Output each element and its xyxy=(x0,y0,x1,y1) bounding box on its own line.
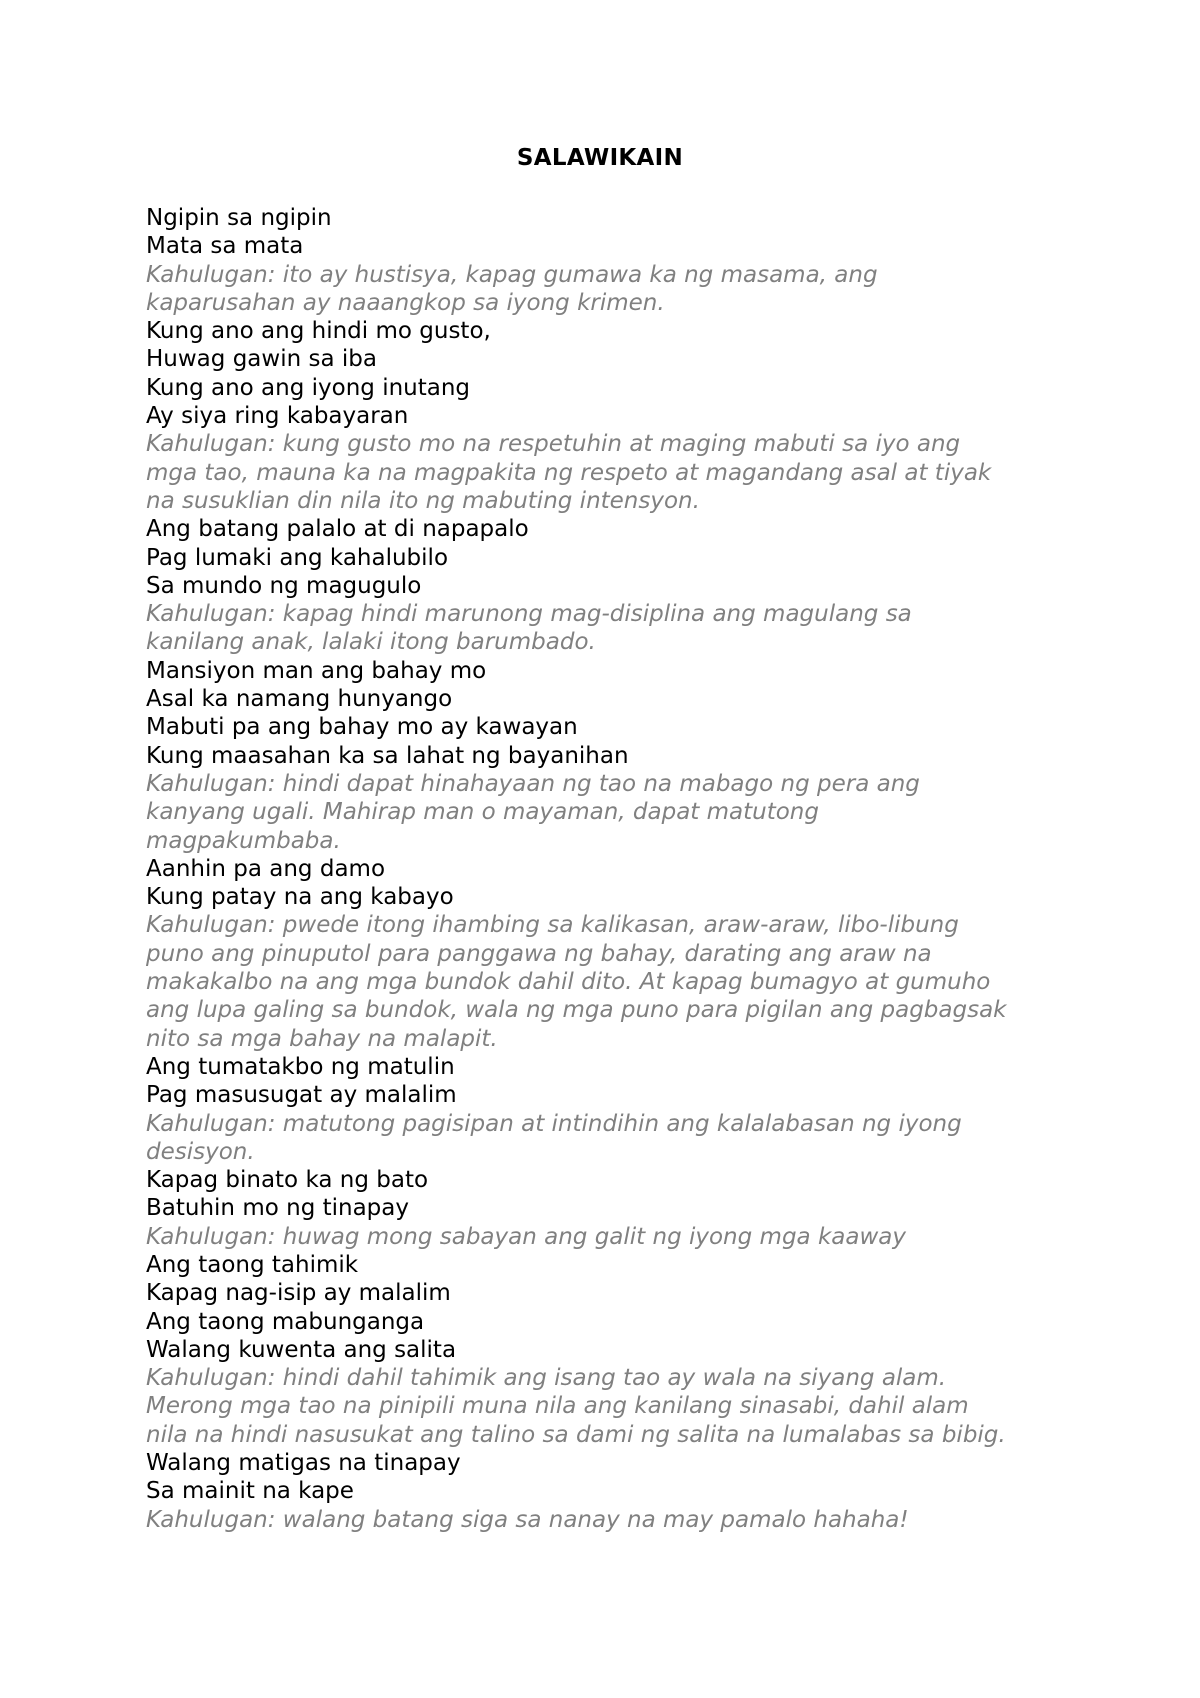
proverb-meaning: makakalbo na ang mga bundok dahil dito. At kapag bumagyo at gumuho xyxy=(146,969,991,996)
proverb-line: Ang taong mabunganga xyxy=(146,1308,425,1335)
proverb-line: Batuhin mo ng tinapay xyxy=(146,1195,409,1222)
proverb-line: Kapag nag-isip ay malalim xyxy=(146,1280,451,1307)
proverb-meaning: Kahulugan: hindi dahil tahimik ang isang tao ay wala na siyang alam. xyxy=(146,1365,947,1392)
proverb-line: Ngipin sa ngipin xyxy=(146,205,332,231)
proverb-meaning: Kahulugan: huwag mong sabayan ang galit ng iyong mga kaaway xyxy=(146,1223,906,1250)
proverb-line: Mabuti pa ang bahay mo ay kawayan xyxy=(146,714,578,741)
proverb-meaning: Kahulugan: walang batang siga sa nanay na may pamalo hahaha! xyxy=(146,1506,909,1533)
proverb-list xyxy=(146,204,1066,1534)
proverb-meaning: puno ang pinuputol para panggawa ng bahay, darating ang araw na xyxy=(146,940,932,967)
proverb-meaning: nila na hindi nasusukat ang talino sa dami ng salita na lumalabas sa bibig. xyxy=(146,1421,1006,1448)
proverb-entry xyxy=(146,1251,1066,1449)
proverb-entry xyxy=(146,1166,1066,1251)
proverb-meaning: mga tao, mauna ka na magpakita ng respeto at magandang asal at tiyak xyxy=(146,459,992,486)
proverb-line: Kung patay na ang kabayo xyxy=(146,884,454,911)
proverb-line: Kung ano ang hindi mo gusto, xyxy=(146,318,491,345)
proverb-line: Huwag gawin sa iba xyxy=(146,346,377,373)
proverb-meaning: ang lupa galing sa bundok, wala ng mga puno para pigilan ang pagbagsak xyxy=(146,997,1007,1024)
proverb-meaning: Kahulugan: ito ay hustisya, kapag gumawa ka ng masama, ang xyxy=(146,261,878,288)
proverb-line: Ang taong tahimik xyxy=(146,1251,359,1278)
proverb-meaning: Kahulugan: kung gusto mo na respetuhin at maging mabuti sa iyo ang xyxy=(146,431,961,458)
proverb-entry xyxy=(146,1053,1066,1166)
proverb-meaning: Kahulugan: kapag hindi marunong mag-disiplina ang magulang sa xyxy=(146,601,912,628)
proverb-entry xyxy=(146,317,1066,515)
proverb-entry xyxy=(146,657,1066,855)
proverb-line: Kapag binato ka ng bato xyxy=(146,1167,429,1194)
document-title: SALAWIKAIN xyxy=(516,145,684,171)
proverb-line: Ang batang palalo at di napapalo xyxy=(146,516,529,543)
proverb-meaning: na susuklian din nila ito ng mabuting intensyon. xyxy=(146,487,700,514)
proverb-line: Kung maasahan ka sa lahat ng bayanihan xyxy=(146,742,629,769)
proverb-entry xyxy=(146,204,1066,317)
proverb-line: Walang matigas na tinapay xyxy=(146,1450,461,1477)
proverb-meaning: kaparusahan ay naaangkop sa iyong krimen. xyxy=(146,289,665,316)
proverb-meaning: Kahulugan: pwede itong ihambing sa kalikasan, araw-araw, libo-libung xyxy=(146,912,959,939)
proverb-line: Ang tumatakbo ng matulin xyxy=(146,1053,455,1080)
proverb-line: Mata sa mata xyxy=(146,233,304,260)
proverb-meaning: magpakumbaba. xyxy=(146,827,341,854)
proverb-entry xyxy=(146,855,1066,1053)
proverb-line: Sa mainit na kape xyxy=(146,1478,354,1505)
proverb-line: Aanhin pa ang damo xyxy=(146,855,386,882)
proverb-line: Sa mundo ng magugulo xyxy=(146,572,422,599)
proverb-line: Mansiyon man ang bahay mo xyxy=(146,657,487,684)
proverb-meaning: Merong mga tao na pinipili muna nila ang kanilang sinasabi, dahil alam xyxy=(146,1393,969,1420)
proverb-meaning: nito sa mga bahay na malapit. xyxy=(146,1025,498,1052)
proverb-line: Pag masusugat ay malalim xyxy=(146,1082,457,1109)
proverb-meaning: Kahulugan: matutong pagisipan at intindihin ang kalalabasan ng iyong xyxy=(146,1110,962,1137)
proverb-line: Pag lumaki ang kahalubilo xyxy=(146,544,449,571)
proverb-line: Kung ano ang iyong inutang xyxy=(146,374,471,401)
proverb-meaning: Kahulugan: hindi dapat hinahayaan ng tao na mabago ng pera ang xyxy=(146,770,920,797)
proverb-entry xyxy=(146,1449,1066,1534)
proverb-meaning: kanilang anak, lalaki itong barumbado. xyxy=(146,629,596,656)
proverb-line: Asal ka namang hunyango xyxy=(146,686,453,713)
proverb-entry xyxy=(146,515,1066,656)
proverb-line: Ay siya ring kabayaran xyxy=(146,403,409,430)
proverb-line: Walang kuwenta ang salita xyxy=(146,1336,457,1363)
proverb-meaning: desisyon. xyxy=(146,1138,255,1165)
proverb-meaning: kanyang ugali. Mahirap man o mayaman, dapat matutong xyxy=(146,799,819,826)
